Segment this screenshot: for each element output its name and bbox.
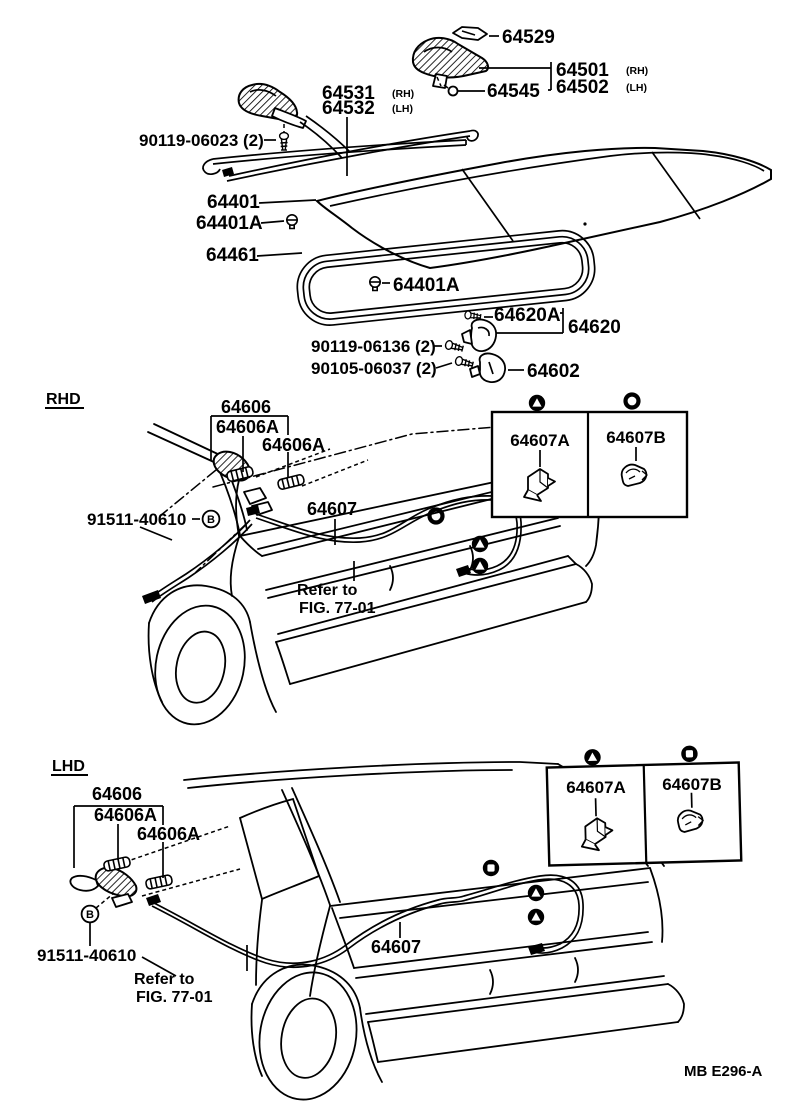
lhd-label-64606: 64606 <box>92 784 143 804</box>
rhd-legend-triangle-icon <box>529 395 545 411</box>
label-64461: 64461 <box>206 245 259 266</box>
label-90119-06023: 90119-06023 (2) <box>139 131 264 150</box>
screw-64545-part <box>444 85 458 96</box>
lock-assembly-part <box>413 38 488 88</box>
rhd-legend-box <box>492 395 687 518</box>
rhd-fastener-b-label: B <box>207 514 215 526</box>
leader-90105-06037 <box>436 363 452 368</box>
label-64545: 64545 <box>487 81 540 102</box>
hinge-assembly-part <box>239 84 306 128</box>
rhd-legend-64607b: 64607B <box>606 428 666 447</box>
lhd-legend-64607b: 64607B <box>662 775 722 794</box>
label-64531-side: (RH) <box>392 88 415 100</box>
leader-64461 <box>257 253 302 256</box>
lhd-fastener-b-marker <box>82 906 99 923</box>
latch-64620-part <box>462 319 496 351</box>
rhd-marker-triangle-icon-1 <box>472 536 488 552</box>
label-64531: 64531 <box>322 83 375 104</box>
label-64620: 64620 <box>568 317 621 338</box>
label-64620a: 64620A <box>494 305 561 326</box>
lhd-clamp-pad-1 <box>103 856 131 871</box>
lhd-legend-triangle-icon <box>584 749 601 766</box>
lhd-label-64606a-1: 64606A <box>94 805 158 825</box>
cushion-64401a-lower <box>370 277 380 291</box>
lhd-label-91511: 91511-40610 <box>37 946 137 965</box>
rhd-legend-ring-icon <box>626 395 639 408</box>
rhd-refer-line2: FIG. 77-01 <box>299 600 376 617</box>
lhd-rear-wheel <box>250 965 382 1108</box>
lhd-clamp-pad-2 <box>145 874 173 889</box>
lhd-marker-square-icon <box>483 860 499 876</box>
label-64401: 64401 <box>207 192 260 213</box>
label-64532-side: (LH) <box>392 103 413 115</box>
rhd-marker-ring-icon <box>430 510 443 523</box>
lhd-marker-triangle-icon-2 <box>528 909 544 925</box>
label-64502: 64502 <box>556 77 609 98</box>
leader-64401 <box>259 200 316 203</box>
label-64501-side: (RH) <box>626 65 649 77</box>
striker-plate-part <box>453 27 487 40</box>
rhd-label-64606: 64606 <box>221 397 272 417</box>
rhd-marker-triangle-icon-2 <box>472 558 488 574</box>
rhd-rear-wheel <box>144 585 276 733</box>
label-64401a-lower: 64401A <box>393 275 460 296</box>
lhd-label-64607: 64607 <box>371 937 422 957</box>
lhd-legend-64607a: 64607A <box>566 778 626 797</box>
lhd-fastener-b-label: B <box>86 909 94 921</box>
label-64501: 64501 <box>556 60 609 81</box>
lhd-marker-triangle-icon-1 <box>528 885 544 901</box>
rhd-label-64606a-1: 64606A <box>216 417 280 437</box>
trunk-lid-panel <box>317 148 771 268</box>
label-90119-06136: 90119-06136 (2) <box>311 337 436 356</box>
screw-90119-06136 <box>445 340 464 353</box>
rhd-label-64606a-2: 64606A <box>262 435 326 455</box>
rhd-clamp-pad-2 <box>277 474 305 490</box>
label-64532: 64532 <box>322 98 375 119</box>
lhd-label-64606a-2: 64606A <box>137 824 201 844</box>
rhd-legend-64607a: 64607A <box>510 431 570 450</box>
lhd-refer-line1: Refer to <box>134 971 195 988</box>
screw-90105-06037 <box>455 356 474 369</box>
leader-64401a-upper <box>261 221 284 223</box>
lhd-refer-line2: FIG. 77-01 <box>136 989 213 1006</box>
rhd-label-64607: 64607 <box>307 499 358 519</box>
label-64401a-upper: 64401A <box>196 213 263 234</box>
rhd-fastener-b-marker <box>203 511 220 528</box>
rhd-label-91511: 91511-40610 <box>87 510 187 529</box>
lhd-heading: LHD <box>52 758 85 775</box>
label-64502-side: (LH) <box>626 82 647 94</box>
cylinder-64602-part <box>470 353 505 382</box>
rhd-refer-line1: Refer to <box>297 582 358 599</box>
label-64529: 64529 <box>502 27 555 48</box>
lhd-release-cable <box>146 875 583 967</box>
lhd-legend-box <box>546 744 741 865</box>
figure-code: MB E296-A <box>684 1063 763 1080</box>
lhd-legend-square-icon <box>681 745 698 762</box>
rhd-heading: RHD <box>46 391 81 408</box>
label-90105-06037: 90105-06037 (2) <box>311 359 437 378</box>
label-64602: 64602 <box>527 361 580 382</box>
cushion-64401a-upper <box>287 215 297 229</box>
bolt-90119-06023 <box>280 133 289 150</box>
